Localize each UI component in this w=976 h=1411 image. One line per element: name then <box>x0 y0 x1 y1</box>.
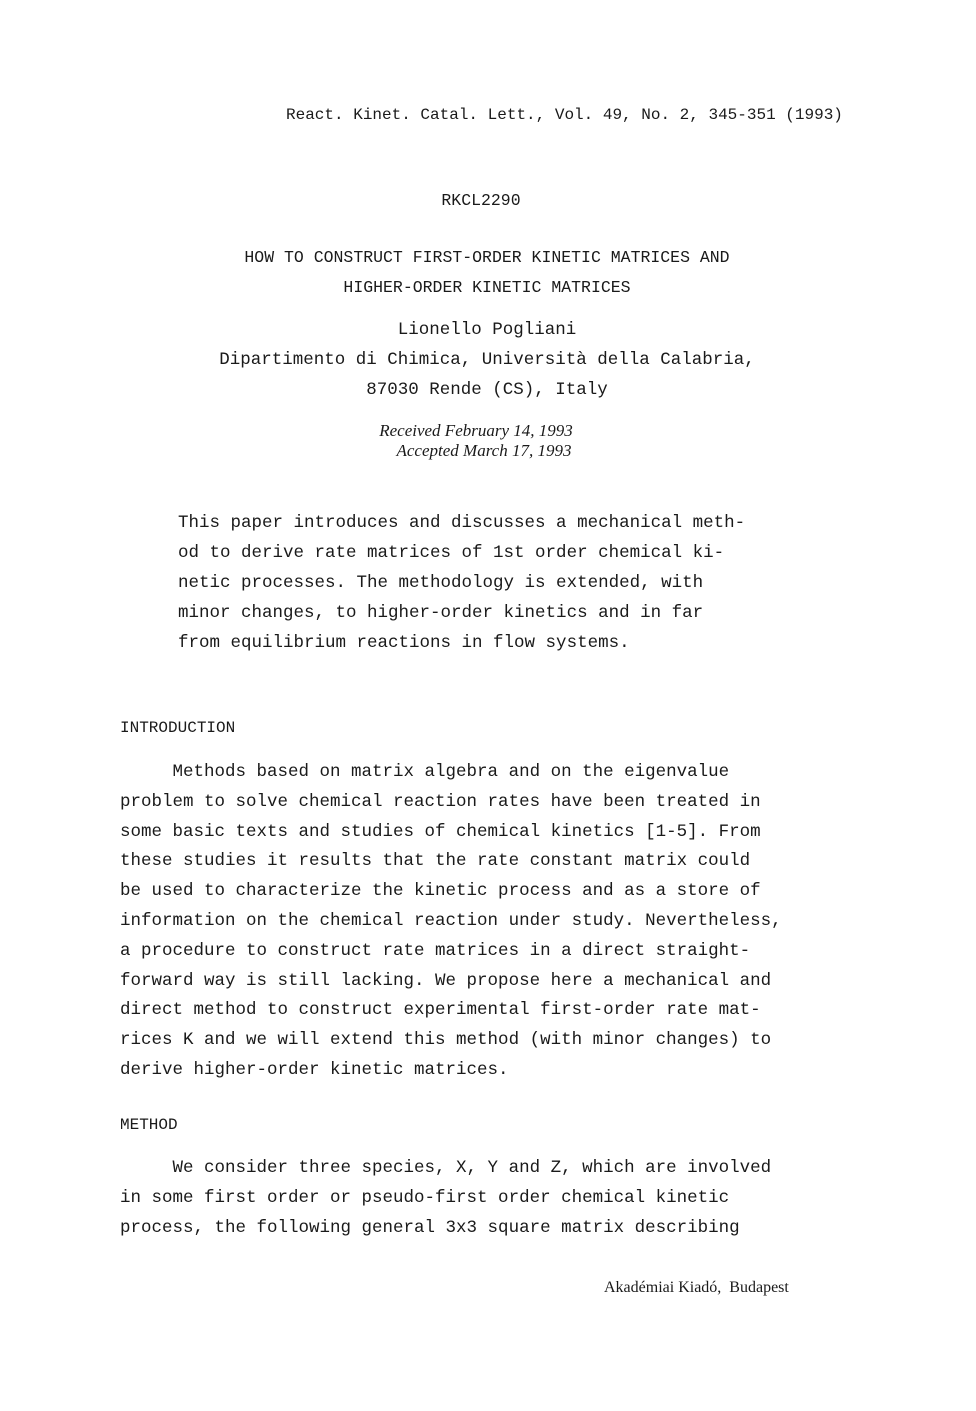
affiliation-line-1: Dipartimento di Chimica, Università della Calabria, <box>219 350 755 370</box>
publisher-footer: Akadémiai Kiadó, Budapest <box>604 1279 789 1296</box>
author-name: Lionello Pogliani <box>397 320 577 340</box>
method-heading: METHOD <box>120 1116 178 1134</box>
journal-citation: React. Kinet. Catal. Lett., Vol. 49, No. 2, 345-351 (1993) <box>286 106 843 124</box>
received-date: Received February 14, 1993 <box>379 421 573 440</box>
affiliation-line-2: 87030 Rende (CS), Italy <box>366 380 608 400</box>
article-code: RKCL2290 <box>441 191 521 210</box>
accepted-date: Accepted March 17, 1993 <box>396 441 572 460</box>
method-text: We consider three species, X, Y and Z, which are involved in some first order or pseudo-first order chemical kinetic process, the following general 3x3 square matrix describing <box>120 1158 772 1238</box>
abstract: This paper introduces and discusses a mechanical meth- od to derive rate matrices of 1st order chemical ki- netic processes. The methodology is extended, with minor changes, to higher-order kinetics and in far from equilibrium reactions in flow systems. <box>178 513 746 653</box>
introduction-text: Methods based on matrix algebra and on the eigenvalue problem to solve chemical reaction rates have been treated in some basic texts and studies of chemical kinetics [1-5]. From these studies it results that the rate constant matrix could be used to characterize the kinetic process and as a store of information on the chemical reaction under study. Nevertheless, a procedure to construct rate matrices in a direct straight- forward way is still lacking. We propose here a mechanical and direct method to construct experimental first-order rate mat- rices K and we will extend this method (with minor changes) to derive higher-order kinetic matrices. <box>120 762 782 1080</box>
title-line-1: HOW TO CONSTRUCT FIRST-ORDER KINETIC MATRICES AND <box>244 248 730 267</box>
title-line-2: HIGHER-ORDER KINETIC MATRICES <box>343 278 631 297</box>
introduction-heading: INTRODUCTION <box>120 719 236 737</box>
